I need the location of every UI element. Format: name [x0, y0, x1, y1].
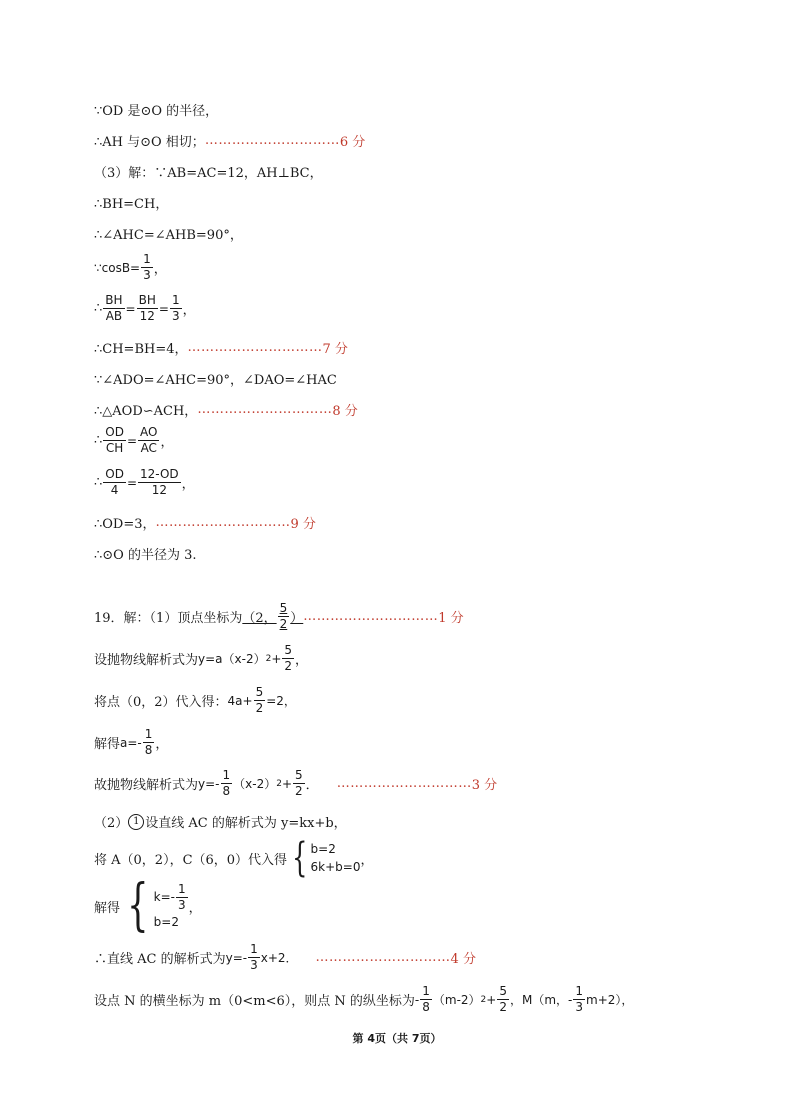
text-line — [94, 131, 365, 150]
numerator: AO — [140, 425, 158, 439]
text-line — [94, 685, 296, 716]
denominator: 12 — [139, 309, 155, 323]
score-dots: ………………………… — [303, 609, 439, 624]
score-mark: 8 分 — [332, 404, 358, 419]
denominator: 2 — [279, 617, 288, 631]
text-line — [94, 942, 476, 973]
fraction — [282, 643, 294, 674]
text-line — [94, 601, 464, 632]
line-text: ∴∠AHC=∠AHB=90°， — [94, 228, 243, 243]
text-line — [94, 252, 167, 283]
denominator: 4 — [110, 483, 119, 497]
line-text: 将点（0，2）代入得： — [94, 695, 228, 710]
score-dots: ………………………… — [197, 402, 333, 417]
equation: b=2 — [310, 842, 336, 856]
line-text: ∴直线 AC 的解析式为 — [94, 952, 226, 967]
denominator: 8 — [422, 1000, 430, 1014]
line-text: ． — [305, 778, 319, 793]
line-text: ∴⊙O 的半径为 3. — [94, 548, 197, 563]
line-text: ∴BH=CH， — [94, 197, 169, 212]
line-text: 将 A（0，2），C（6，0）代入得 — [94, 852, 288, 868]
text-line — [94, 513, 316, 532]
fraction — [248, 942, 260, 973]
line-text: ∴OD=3， — [94, 517, 156, 532]
text-line — [94, 338, 348, 357]
numerator: BH — [138, 293, 156, 307]
fraction — [573, 984, 585, 1015]
score-mark: 3 分 — [471, 778, 498, 793]
numerator: OD — [105, 425, 124, 439]
denominator: 8 — [144, 743, 153, 757]
numerator: 5 — [255, 685, 264, 699]
fraction — [137, 293, 158, 324]
line-text: ， — [295, 653, 309, 668]
text-line — [94, 812, 347, 831]
denominator: 2 — [499, 1000, 507, 1014]
numerator: 5 — [295, 768, 303, 782]
line-text: ∵OD 是⊙O 的半径， — [94, 104, 219, 119]
fraction — [170, 293, 182, 324]
line-text: ∵∠ADO=∠AHC=90°，∠DAO=∠HAC — [94, 373, 337, 388]
line-text: 设直线 AC 的解析式为 y=kx+b， — [145, 816, 347, 831]
text-line — [94, 643, 308, 674]
text-line — [94, 873, 202, 938]
line-text: （2， — [242, 611, 277, 626]
fraction — [143, 727, 155, 758]
equation: k=- — [153, 890, 175, 904]
score-mark: 6 分 — [339, 135, 366, 150]
numerator: 1 — [222, 768, 231, 782]
numerator: 1 — [422, 984, 430, 998]
fraction — [176, 882, 188, 913]
math-expr: （x-2） — [233, 777, 277, 791]
text-line — [94, 727, 168, 758]
line-text: ∵cosB= — [94, 260, 141, 275]
denominator: AC — [140, 441, 157, 455]
score-dots: ………………………… — [155, 515, 291, 530]
text-line — [94, 193, 168, 212]
math-expr: + — [486, 992, 497, 1007]
denominator: 3 — [171, 309, 180, 323]
math-expr: - — [568, 992, 573, 1007]
line-text: ， — [155, 737, 169, 752]
fraction — [141, 252, 153, 283]
line-text: ） — [290, 611, 304, 626]
score-dots: ………………………… — [315, 950, 451, 965]
math-expr: + — [281, 776, 293, 791]
line-text: ， — [188, 900, 202, 916]
denominator: 8 — [222, 784, 231, 798]
line-text: 设抛物线解析式为 — [94, 653, 199, 668]
exponent: 2 — [265, 653, 272, 664]
page-footer: 第 4页（共 7页） — [352, 1032, 442, 1045]
line-text: ∴△AOD∽ACH， — [94, 404, 198, 419]
fraction — [103, 293, 124, 324]
math-expr: （m-2） — [432, 993, 481, 1007]
text-line — [94, 224, 243, 243]
numerator: 1 — [250, 942, 258, 956]
line-text: 解得 — [94, 737, 121, 752]
denominator: 2 — [255, 701, 264, 715]
text-line — [94, 768, 497, 799]
math-expr: a=- — [120, 735, 142, 750]
math-expr: - — [414, 992, 420, 1007]
line-text: 解得 — [94, 900, 121, 916]
score-mark: 7 分 — [322, 342, 348, 357]
numerator: OD — [105, 467, 124, 481]
math-expr: y=- — [225, 950, 248, 965]
math-expr: =2， — [266, 694, 296, 708]
math-expr: x+2． — [260, 951, 298, 965]
text-line: ∴ $\frac{OD}{4}$ = $\frac{12-OD}{12}$ ， — [94, 467, 195, 497]
text-line: ∴ $\frac{OD}{CH}$ = $\frac{AO}{AC}$ ， — [94, 425, 174, 455]
numerator: 1 — [143, 252, 151, 266]
text-line — [94, 162, 323, 181]
fraction — [221, 768, 233, 799]
denominator: 2 — [295, 784, 303, 798]
fraction — [103, 425, 126, 456]
equation-system: { b=2 6k+b=0 — [292, 835, 361, 881]
text-line — [94, 544, 197, 563]
line-text: ∴ — [94, 301, 103, 316]
denominator: 12 — [151, 483, 167, 497]
fraction — [138, 467, 181, 498]
score-dots: ………………………… — [336, 776, 472, 791]
score-mark: 4 分 — [450, 952, 476, 967]
numerator: 1 — [144, 727, 153, 741]
line-text: 故抛物线解析式为 — [94, 778, 199, 793]
denominator: 3 — [143, 268, 151, 282]
line-text: ， — [182, 303, 196, 318]
fraction — [497, 984, 509, 1015]
score-dots: ………………………… — [204, 133, 340, 148]
fraction — [278, 601, 290, 632]
math-expr: + — [271, 651, 282, 666]
numerator: 1 — [575, 984, 584, 998]
line-text: ， — [153, 262, 167, 277]
denominator: 2 — [284, 659, 293, 673]
math-expr: ，M（m， — [509, 993, 569, 1007]
numerator: 5 — [279, 601, 288, 615]
text-line — [94, 400, 358, 419]
numerator: BH — [105, 293, 123, 307]
text-line: ∴ $\frac{BH}{AB}$ = $\frac{BH}{12}$ = $\frac{1}{3}$ ， — [94, 293, 196, 323]
equation-system: { k=- $\frac{1}{3}$ b=2 — [120, 878, 189, 934]
score-mark: 1 分 — [438, 611, 464, 626]
fraction — [420, 984, 432, 1015]
circled-number: 1 — [128, 814, 144, 830]
denominator: AB — [105, 309, 123, 323]
numerator: 5 — [499, 984, 507, 998]
numerator: 12-OD — [140, 467, 179, 481]
fraction — [138, 425, 159, 456]
fraction — [254, 685, 266, 716]
line-text: ， — [360, 852, 374, 868]
fraction — [103, 467, 126, 498]
exponent: 2 — [480, 994, 487, 1005]
math-expr: m+2）， — [586, 993, 634, 1007]
exponent: 2 — [276, 778, 282, 789]
line-text: ∴CH=BH=4， — [94, 342, 188, 357]
question-19-heading: 19．解：（1）顶点坐标为 — [94, 611, 243, 626]
math-expr: y=a（x-2） — [198, 652, 266, 666]
score-mark: 9 分 — [290, 517, 316, 532]
line-text: （3）解：∵AB=AC=12，AH⊥BC， — [94, 166, 323, 181]
line-text: （2） — [94, 816, 129, 831]
math-expr: y=- — [198, 776, 220, 791]
numerator: 5 — [284, 643, 293, 657]
text-line — [94, 369, 337, 388]
line-text: 设点 N 的横坐标为 m（0<m<6），则点 N 的纵坐标为 — [94, 994, 415, 1009]
text-line — [94, 984, 633, 1015]
numerator: 1 — [171, 293, 180, 307]
score-dots: ………………………… — [187, 340, 323, 355]
text-line — [94, 835, 374, 881]
numerator: 1 — [178, 881, 186, 896]
equation: b=2 — [153, 914, 179, 929]
fraction — [293, 768, 305, 799]
equation: 6k+b=0 — [310, 860, 361, 874]
denominator: 3 — [250, 958, 258, 972]
denominator: 3 — [178, 897, 186, 912]
text-line — [94, 100, 218, 119]
denominator: 3 — [575, 1000, 584, 1014]
math-expr: 4a+ — [227, 693, 253, 708]
line-text: ∴AH 与⊙O 相切； — [94, 135, 205, 150]
denominator: CH — [105, 441, 124, 455]
